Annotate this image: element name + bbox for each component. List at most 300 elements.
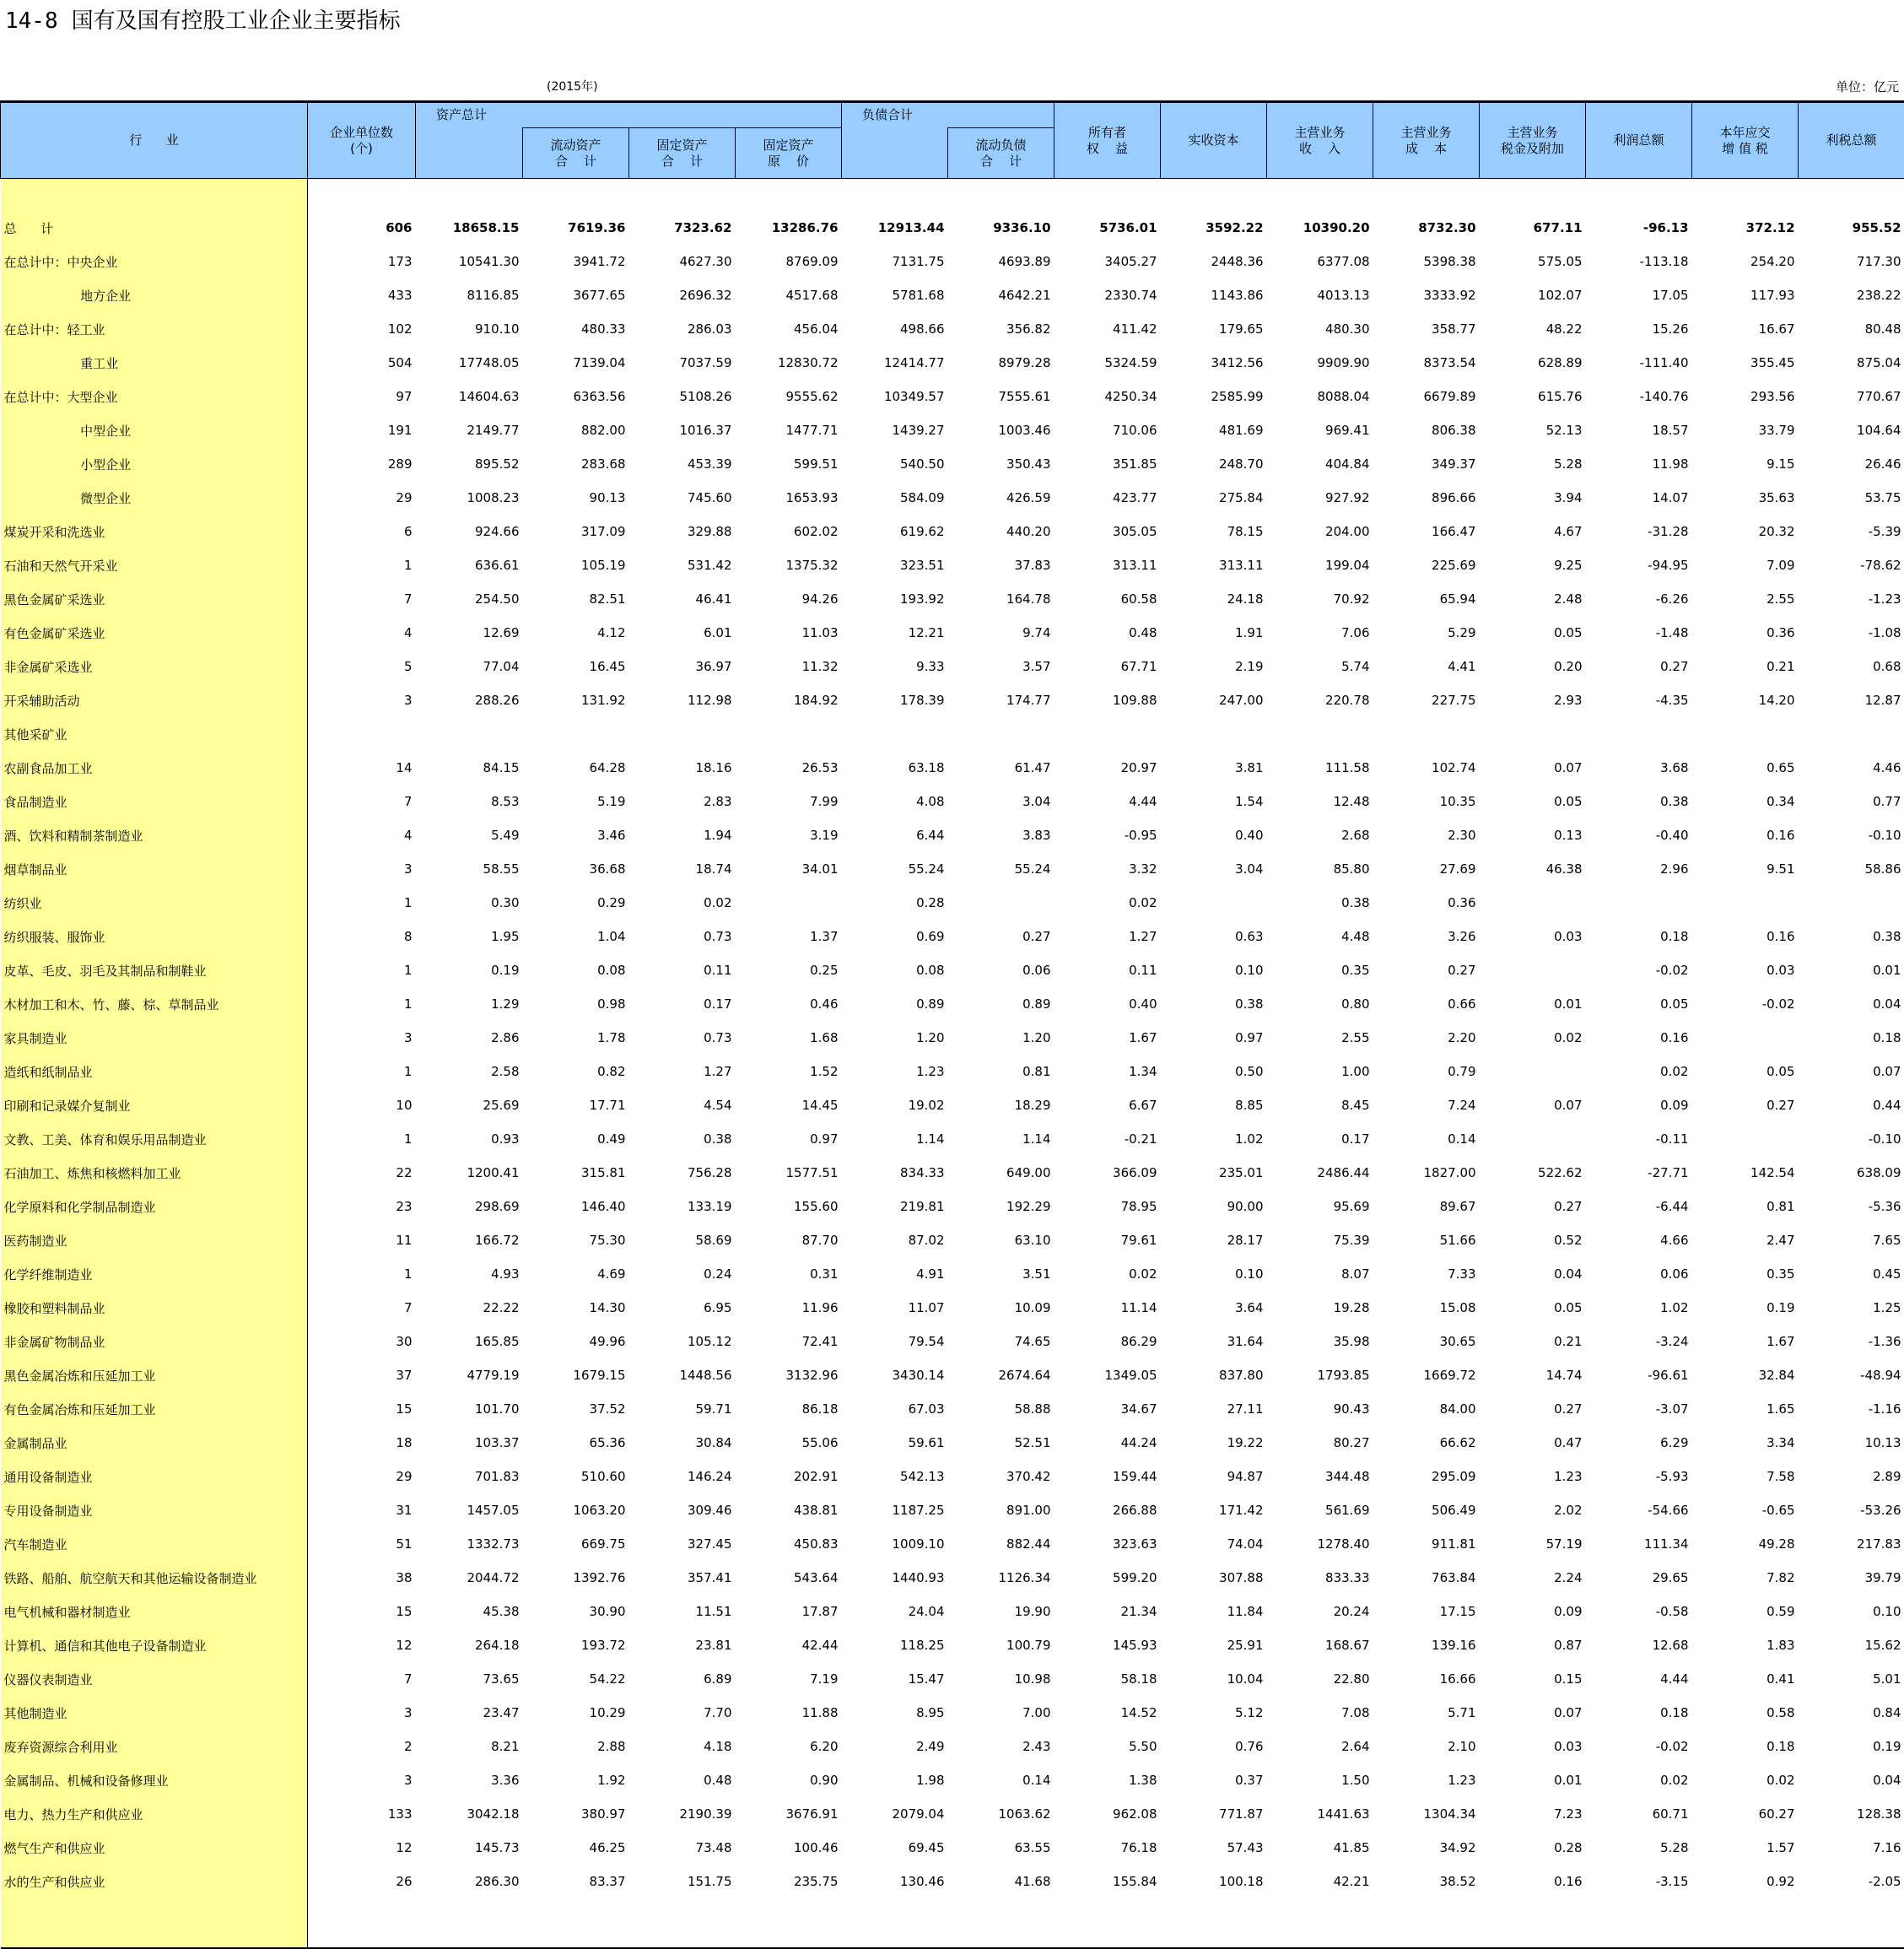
value-cell: 12 <box>308 1628 416 1662</box>
value-cell: 11.07 <box>842 1291 948 1325</box>
value-cell: 2.55 <box>1692 582 1799 616</box>
value-cell: 0.16 <box>1480 1865 1586 1898</box>
value-cell: 29 <box>308 481 416 515</box>
value-cell: 24.18 <box>1161 582 1267 616</box>
value-cell: 0.28 <box>842 886 948 920</box>
value-cell: 248.70 <box>1161 447 1267 481</box>
value-cell: -1.48 <box>1586 616 1692 650</box>
value-cell: 510.60 <box>523 1460 629 1493</box>
value-cell: 87.70 <box>736 1223 842 1257</box>
value-cell: 32.84 <box>1692 1358 1799 1392</box>
value-cell: 710.06 <box>1054 413 1161 447</box>
value-cell: 3677.65 <box>523 278 629 312</box>
table-row <box>1 683 1904 717</box>
table-row <box>1 1055 1904 1088</box>
value-cell: 204.00 <box>1267 515 1373 548</box>
value-cell: 606 <box>308 211 416 245</box>
value-cell: 3592.22 <box>1161 211 1267 245</box>
header-main-cost <box>1373 103 1480 179</box>
industry-cell: 专用设备制造业 <box>1 1493 308 1527</box>
value-cell: 12.21 <box>842 616 948 650</box>
value-cell: 0.13 <box>1480 818 1586 852</box>
value-cell: 0.01 <box>1480 1763 1586 1797</box>
value-cell: 100.18 <box>1161 1865 1267 1898</box>
value-cell: 155.84 <box>1054 1865 1161 1898</box>
value-cell <box>736 886 842 920</box>
value-cell: 350.43 <box>948 447 1054 481</box>
value-cell <box>1267 717 1373 751</box>
value-cell: 289 <box>308 447 416 481</box>
value-cell: 89.67 <box>1373 1190 1480 1223</box>
value-cell: 4.91 <box>842 1257 948 1291</box>
value-cell: 962.08 <box>1054 1797 1161 1831</box>
value-cell: 1827.00 <box>1373 1156 1480 1190</box>
value-cell: 1.23 <box>1480 1460 1586 1493</box>
value-cell: 7.58 <box>1692 1460 1799 1493</box>
value-cell: 0.02 <box>1480 1021 1586 1055</box>
industry-cell: 煤炭开采和洗选业 <box>1 515 308 548</box>
value-cell: -6.44 <box>1586 1190 1692 1223</box>
value-cell: 1187.25 <box>842 1493 948 1527</box>
value-cell: 0.16 <box>1692 920 1799 953</box>
value-cell: 1278.40 <box>1267 1527 1373 1561</box>
value-cell: 357.41 <box>629 1561 736 1595</box>
value-cell: 151.75 <box>629 1865 736 1898</box>
value-cell: 313.11 <box>1161 548 1267 582</box>
value-cell: 481.69 <box>1161 413 1267 447</box>
industry-cell: 有色金属矿采选业 <box>1 616 308 650</box>
value-cell: 84.00 <box>1373 1392 1480 1426</box>
value-cell: 4.67 <box>1480 515 1586 548</box>
value-cell: 0.07 <box>1480 1696 1586 1730</box>
table-row <box>1 1021 1904 1055</box>
table-row <box>1 1527 1904 1561</box>
value-cell: 6.44 <box>842 818 948 852</box>
value-cell: 131.92 <box>523 683 629 717</box>
value-cell: 5 <box>308 650 416 683</box>
value-cell <box>1480 1055 1586 1088</box>
value-cell: 26 <box>308 1865 416 1898</box>
value-cell: 3 <box>308 1021 416 1055</box>
value-cell: 0.38 <box>1161 987 1267 1021</box>
value-cell: -113.18 <box>1586 245 1692 278</box>
value-cell: 0.19 <box>1799 1730 1904 1763</box>
value-cell: 0.65 <box>1692 751 1799 785</box>
value-cell: 356.82 <box>948 312 1054 346</box>
value-cell: 20.24 <box>1267 1595 1373 1628</box>
value-cell: 0.16 <box>1692 818 1799 852</box>
industry-cell: 农副食品加工业 <box>1 751 308 785</box>
value-cell: 254.20 <box>1692 245 1799 278</box>
header-main-cost-line1: 主营业务 <box>1373 125 1479 141</box>
value-cell: 18.74 <box>629 852 736 886</box>
value-cell: 3 <box>308 1696 416 1730</box>
value-cell: -4.35 <box>1586 683 1692 717</box>
value-cell: 0.27 <box>948 920 1054 953</box>
table-row <box>1 548 1904 582</box>
value-cell: 109.88 <box>1054 683 1161 717</box>
value-cell: 677.11 <box>1480 211 1586 245</box>
value-cell: 0.03 <box>1480 1730 1586 1763</box>
value-cell: 7.70 <box>629 1696 736 1730</box>
value-cell: 41.68 <box>948 1865 1054 1898</box>
value-cell: 19.02 <box>842 1088 948 1122</box>
value-cell: 11.32 <box>736 650 842 683</box>
value-cell: -0.21 <box>1054 1122 1161 1156</box>
table-row <box>1 953 1904 987</box>
page-title <box>5 3 401 35</box>
value-cell: 13286.76 <box>736 211 842 245</box>
value-cell: 1.14 <box>842 1122 948 1156</box>
header-current-liabilities <box>948 128 1054 179</box>
value-cell: 63.55 <box>948 1831 1054 1865</box>
value-cell: 1457.05 <box>416 1493 523 1527</box>
table-row <box>1 1662 1904 1696</box>
table-row <box>1 1257 1904 1291</box>
value-cell: 11.51 <box>629 1595 736 1628</box>
value-cell: 3042.18 <box>416 1797 523 1831</box>
industry-cell: 纺织业 <box>1 886 308 920</box>
value-cell: 33.79 <box>1692 413 1799 447</box>
value-cell: 2.02 <box>1480 1493 1586 1527</box>
industry-cell: 烟草制品业 <box>1 852 308 886</box>
industry-cell: 医药制造业 <box>1 1223 308 1257</box>
value-cell: 27.11 <box>1161 1392 1267 1426</box>
header-fixed-assets <box>629 128 736 179</box>
value-cell: 97 <box>308 380 416 413</box>
value-cell: 5324.59 <box>1054 346 1161 380</box>
value-cell: 298.69 <box>416 1190 523 1223</box>
value-cell: 95.69 <box>1267 1190 1373 1223</box>
value-cell: 480.33 <box>523 312 629 346</box>
value-cell: 2674.64 <box>948 1358 1054 1392</box>
value-cell: 506.49 <box>1373 1493 1480 1527</box>
value-cell: 9.51 <box>1692 852 1799 886</box>
value-cell: 12414.77 <box>842 346 948 380</box>
value-cell: 1.57 <box>1692 1831 1799 1865</box>
value-cell: 4693.89 <box>948 245 1054 278</box>
value-cell: 0.40 <box>1054 987 1161 1021</box>
table-row <box>1 1865 1904 1898</box>
value-cell: 283.68 <box>523 447 629 481</box>
industry-cell: 总 计 <box>1 211 308 245</box>
value-cell: 58.18 <box>1054 1662 1161 1696</box>
value-cell: 145.73 <box>416 1831 523 1865</box>
value-cell: 139.16 <box>1373 1628 1480 1662</box>
value-cell: 0.20 <box>1480 650 1586 683</box>
value-cell: 355.45 <box>1692 346 1799 380</box>
value-cell: 0.02 <box>1054 1257 1161 1291</box>
value-cell: 619.62 <box>842 515 948 548</box>
value-cell: 1.65 <box>1692 1392 1799 1426</box>
value-cell: 37 <box>308 1358 416 1392</box>
value-cell: 11.98 <box>1586 447 1692 481</box>
value-cell: 8732.30 <box>1373 211 1480 245</box>
header-fixed-assets-line1: 固定资产 <box>629 138 735 154</box>
value-cell: 286.03 <box>629 312 736 346</box>
value-cell: 0.10 <box>1161 953 1267 987</box>
value-cell: 1.91 <box>1161 616 1267 650</box>
value-cell: 9909.90 <box>1267 346 1373 380</box>
value-cell: 7.65 <box>1799 1223 1904 1257</box>
spacer-row <box>1 179 1904 212</box>
value-cell: 14.74 <box>1480 1358 1586 1392</box>
value-cell: -48.94 <box>1799 1358 1904 1392</box>
value-cell: 26.46 <box>1799 447 1904 481</box>
value-cell: 1 <box>308 1122 416 1156</box>
value-cell: 351.85 <box>1054 447 1161 481</box>
value-cell: 42.44 <box>736 1628 842 1662</box>
value-cell: 0.97 <box>736 1122 842 1156</box>
value-cell: 1063.62 <box>948 1797 1054 1831</box>
table-row <box>1 1426 1904 1460</box>
value-cell: 0.27 <box>1480 1392 1586 1426</box>
value-cell: 0.76 <box>1161 1730 1267 1763</box>
value-cell: 305.05 <box>1054 515 1161 548</box>
value-cell: 2330.74 <box>1054 278 1161 312</box>
industry-cell: 废弃资源综合利用业 <box>1 1730 308 1763</box>
value-cell: 30 <box>308 1325 416 1358</box>
value-cell: 0.21 <box>1480 1325 1586 1358</box>
value-cell: 9.33 <box>842 650 948 683</box>
header-owners-equity <box>1054 103 1161 179</box>
value-cell: 763.84 <box>1373 1561 1480 1595</box>
value-cell: 0.21 <box>1692 650 1799 683</box>
value-cell: 0.77 <box>1799 785 1904 818</box>
value-cell: 10.29 <box>523 1696 629 1730</box>
value-cell: 1.04 <box>523 920 629 953</box>
value-cell: 67.03 <box>842 1392 948 1426</box>
value-cell: 12.68 <box>1586 1628 1692 1662</box>
value-cell: 0.35 <box>1692 1257 1799 1291</box>
header-total-assets-spacer <box>416 128 523 179</box>
value-cell: 8116.85 <box>416 278 523 312</box>
value-cell: 7.08 <box>1267 1696 1373 1730</box>
value-cell: 51.66 <box>1373 1223 1480 1257</box>
value-cell: 927.92 <box>1267 481 1373 515</box>
value-cell: 4 <box>308 616 416 650</box>
value-cell: 18 <box>308 1426 416 1460</box>
table-row <box>1 515 1904 548</box>
value-cell: 34.01 <box>736 852 842 886</box>
value-cell: 36.97 <box>629 650 736 683</box>
value-cell: 55.24 <box>842 852 948 886</box>
value-cell: 0.14 <box>1373 1122 1480 1156</box>
value-cell: 14.45 <box>736 1088 842 1122</box>
value-cell: 0.36 <box>1373 886 1480 920</box>
value-cell: 669.75 <box>523 1527 629 1561</box>
value-cell: 59.61 <box>842 1426 948 1460</box>
value-cell: 1.83 <box>1692 1628 1799 1662</box>
table-row <box>1 1291 1904 1325</box>
value-cell: 638.09 <box>1799 1156 1904 1190</box>
value-cell: 17748.05 <box>416 346 523 380</box>
value-cell: 1063.20 <box>523 1493 629 1527</box>
value-cell: 2.83 <box>629 785 736 818</box>
value-cell: 5.49 <box>416 818 523 852</box>
value-cell: 1.95 <box>416 920 523 953</box>
value-cell: -140.76 <box>1586 380 1692 413</box>
value-cell: 5.12 <box>1161 1696 1267 1730</box>
value-cell: 1.54 <box>1161 785 1267 818</box>
header-current-assets-line2: 合 计 <box>523 154 628 170</box>
header-main-tax <box>1480 103 1586 179</box>
value-cell: 15.08 <box>1373 1291 1480 1325</box>
value-cell: 0.04 <box>1799 987 1904 1021</box>
table-row <box>1 1156 1904 1190</box>
header-main-revenue <box>1267 103 1373 179</box>
value-cell: 38 <box>308 1561 416 1595</box>
value-cell: 0.41 <box>1692 1662 1799 1696</box>
value-cell: 74.04 <box>1161 1527 1267 1561</box>
value-cell: 179.65 <box>1161 312 1267 346</box>
value-cell: 12 <box>308 1831 416 1865</box>
value-cell: 329.88 <box>629 515 736 548</box>
value-cell: 10390.20 <box>1267 211 1373 245</box>
value-cell: 5.71 <box>1373 1696 1480 1730</box>
value-cell: 4.54 <box>629 1088 736 1122</box>
spacer-cell <box>1 179 308 212</box>
value-cell: 46.25 <box>523 1831 629 1865</box>
value-cell: -111.40 <box>1586 346 1692 380</box>
value-cell: 22.22 <box>416 1291 523 1325</box>
value-cell: 2190.39 <box>629 1797 736 1831</box>
value-cell: 30.84 <box>629 1426 736 1460</box>
value-cell: 87.02 <box>842 1223 948 1257</box>
value-cell: 2.24 <box>1480 1561 1586 1595</box>
industry-cell: 石油加工、炼焦和核燃料加工业 <box>1 1156 308 1190</box>
header-current-liabilities-line1: 流动负债 <box>948 138 1054 154</box>
value-cell: 295.09 <box>1373 1460 1480 1493</box>
value-cell: 0.16 <box>1586 1021 1692 1055</box>
value-cell: 0.10 <box>1161 1257 1267 1291</box>
value-cell: 0.14 <box>948 1763 1054 1797</box>
value-cell: 77.04 <box>416 650 523 683</box>
industry-cell: 化学纤维制造业 <box>1 1257 308 1291</box>
value-cell: 58.69 <box>629 1223 736 1257</box>
value-cell: 6.95 <box>629 1291 736 1325</box>
value-cell: 0.48 <box>1054 616 1161 650</box>
table-row <box>1 1831 1904 1865</box>
value-cell: -3.24 <box>1586 1325 1692 1358</box>
value-cell: 602.02 <box>736 515 842 548</box>
value-cell: 4.44 <box>1054 785 1161 818</box>
value-cell: 955.52 <box>1799 211 1904 245</box>
value-cell: 0.50 <box>1161 1055 1267 1088</box>
value-cell: 1.27 <box>1054 920 1161 953</box>
value-cell: 168.67 <box>1267 1628 1373 1662</box>
value-cell: 191 <box>308 413 416 447</box>
value-cell: 453.39 <box>629 447 736 481</box>
value-cell: 0.04 <box>1799 1763 1904 1797</box>
value-cell: 14.20 <box>1692 683 1799 717</box>
value-cell: 4.44 <box>1586 1662 1692 1696</box>
industry-cell: 电力、热力生产和供应业 <box>1 1797 308 1831</box>
value-cell: 238.22 <box>1799 278 1904 312</box>
value-cell: 0.58 <box>1692 1696 1799 1730</box>
value-cell: 15 <box>308 1392 416 1426</box>
value-cell: 6363.56 <box>523 380 629 413</box>
value-cell: 14.07 <box>1586 481 1692 515</box>
value-cell: 0.08 <box>842 953 948 987</box>
value-cell <box>842 717 948 751</box>
value-cell: 349.37 <box>1373 447 1480 481</box>
value-cell: 49.28 <box>1692 1527 1799 1561</box>
value-cell: 2149.77 <box>416 413 523 447</box>
value-cell: 0.63 <box>1161 920 1267 953</box>
value-cell: 51 <box>308 1527 416 1561</box>
indicators-table <box>0 102 1904 1949</box>
value-cell: 57.43 <box>1161 1831 1267 1865</box>
value-cell: 0.17 <box>629 987 736 1021</box>
value-cell: 75.39 <box>1267 1223 1373 1257</box>
industry-cell: 其他制造业 <box>1 1696 308 1730</box>
value-cell: 52.51 <box>948 1426 1054 1460</box>
header-vat-line2: 增 值 税 <box>1692 141 1798 157</box>
value-cell: 0.49 <box>523 1122 629 1156</box>
value-cell: 55.06 <box>736 1426 842 1460</box>
value-cell: 1440.93 <box>842 1561 948 1595</box>
value-cell: 1653.93 <box>736 481 842 515</box>
value-cell: 9336.10 <box>948 211 1054 245</box>
value-cell: 0.30 <box>416 886 523 920</box>
table-row <box>1 346 1904 380</box>
value-cell: 10 <box>308 1088 416 1122</box>
value-cell: 73.48 <box>629 1831 736 1865</box>
value-cell: 164.78 <box>948 582 1054 616</box>
value-cell <box>523 717 629 751</box>
value-cell: 192.29 <box>948 1190 1054 1223</box>
value-cell: 0.27 <box>1480 1190 1586 1223</box>
value-cell: 49.96 <box>523 1325 629 1358</box>
value-cell: 6.89 <box>629 1662 736 1696</box>
value-cell: 0.17 <box>1267 1122 1373 1156</box>
value-cell: 76.18 <box>1054 1831 1161 1865</box>
value-cell: 65.36 <box>523 1426 629 1460</box>
value-cell: -31.28 <box>1586 515 1692 548</box>
value-cell: 20.32 <box>1692 515 1799 548</box>
value-cell: 456.04 <box>736 312 842 346</box>
value-cell <box>1161 886 1267 920</box>
header-profit-tax-label: 利税总额 <box>1826 132 1877 148</box>
value-cell: 254.50 <box>416 582 523 616</box>
value-cell: 6 <box>308 515 416 548</box>
industry-cell: 电气机械和器材制造业 <box>1 1595 308 1628</box>
value-cell: 0.68 <box>1799 650 1904 683</box>
value-cell: 1.98 <box>842 1763 948 1797</box>
value-cell: 5108.26 <box>629 380 736 413</box>
title-code: 14-8 <box>5 8 58 34</box>
value-cell: 522.62 <box>1480 1156 1586 1190</box>
value-cell: 18.29 <box>948 1088 1054 1122</box>
header-current-assets <box>523 128 629 179</box>
value-cell: 615.76 <box>1480 380 1586 413</box>
value-cell: 701.83 <box>416 1460 523 1493</box>
header-fixed-assets-orig <box>736 128 842 179</box>
value-cell: 53.75 <box>1799 481 1904 515</box>
industry-cell: 小型企业 <box>1 447 308 481</box>
value-cell: 17.05 <box>1586 278 1692 312</box>
table-row <box>1 886 1904 920</box>
value-cell <box>948 886 1054 920</box>
value-cell: 9555.62 <box>736 380 842 413</box>
industry-cell: 非金属矿采选业 <box>1 650 308 683</box>
table-row <box>1 447 1904 481</box>
value-cell: 3333.92 <box>1373 278 1480 312</box>
industry-cell: 在总计中：大型企业 <box>1 380 308 413</box>
industry-cell: 地方企业 <box>1 278 308 312</box>
header-total-liabilities <box>842 103 1054 128</box>
